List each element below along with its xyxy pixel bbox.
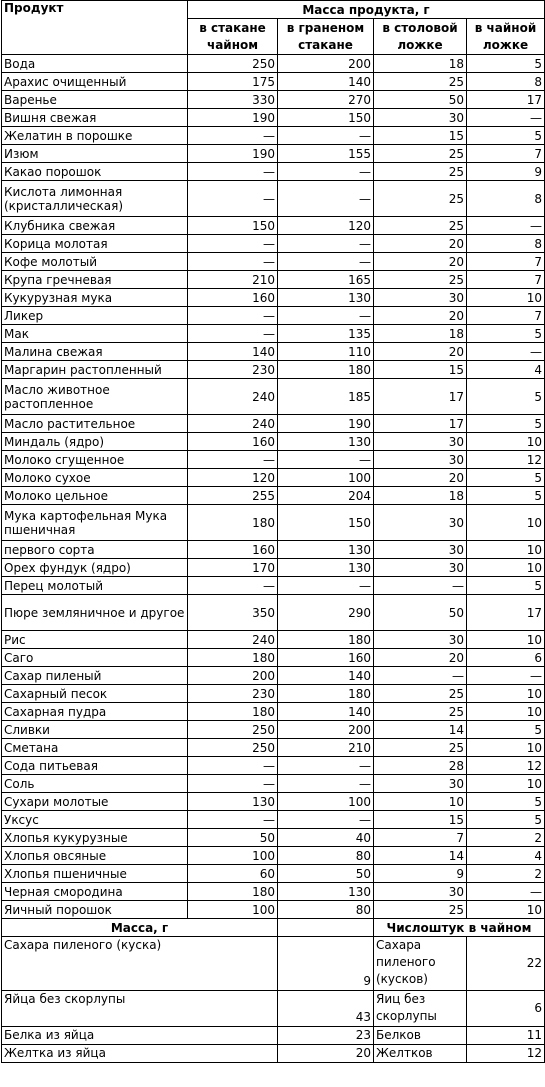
mass-value-cell: 7 <box>467 307 545 325</box>
mass-value-cell: 10 <box>467 505 545 541</box>
mass-value-cell: 250 <box>188 739 278 757</box>
count-item-cell: Яиц без скорлупы <box>374 991 467 1027</box>
mass-value-cell: 100 <box>188 901 278 919</box>
mass-value-cell: 18 <box>374 325 467 343</box>
bottom-section <box>2 919 545 937</box>
product-name-cell: Сода питьевая <box>2 757 188 775</box>
bottom-row <box>2 1045 545 1063</box>
mass-value-cell: 180 <box>278 685 374 703</box>
product-name-cell: Саго <box>2 649 188 667</box>
mass-value-cell: — <box>188 811 278 829</box>
mass-value-cell: 130 <box>278 883 374 901</box>
mass-value-cell: 160 <box>278 649 374 667</box>
mass-value-cell: — <box>188 235 278 253</box>
mass-value-cell: 5 <box>467 577 545 595</box>
mass-value-cell: 10 <box>467 433 545 451</box>
product-column-header: Продукт <box>2 1 188 55</box>
mass-value-cell: 15 <box>374 811 467 829</box>
table-row <box>2 775 545 793</box>
mass-value-cell: 18 <box>374 55 467 73</box>
mass-value-cell: 14 <box>374 847 467 865</box>
mass-value-cell: 130 <box>188 793 278 811</box>
table-row <box>2 739 545 757</box>
column-header-teaspoon: в чайной ложке <box>467 19 545 55</box>
mass-value-cell: 25 <box>374 271 467 289</box>
mass-value-cell: 20 <box>374 649 467 667</box>
mass-value-cell: — <box>467 667 545 685</box>
mass-value-cell: 5 <box>467 469 545 487</box>
mass-value-cell: 5 <box>467 793 545 811</box>
mass-value-cell: 20 <box>374 343 467 361</box>
mass-value-cell: — <box>188 307 278 325</box>
mass-value-cell: 240 <box>188 631 278 649</box>
mass-value-cell: 130 <box>278 541 374 559</box>
mass-value-cell: 4 <box>467 361 545 379</box>
mass-value-cell: 50 <box>278 865 374 883</box>
mass-value-cell: 15 <box>374 127 467 145</box>
mass-value-cell: 180 <box>188 703 278 721</box>
mass-value-cell: 10 <box>467 559 545 577</box>
product-name-cell: Корица молотая <box>2 235 188 253</box>
mass-value-cell: 60 <box>188 865 278 883</box>
mass-value-cell: 25 <box>374 703 467 721</box>
mass-value-cell: 25 <box>374 163 467 181</box>
count-item-cell: Сахара пиленого (кусков) <box>374 937 467 991</box>
mass-value-cell: 8 <box>467 73 545 91</box>
mass-value-cell: 240 <box>188 379 278 415</box>
mass-value-cell: 20 <box>374 307 467 325</box>
mass-value-cell: — <box>188 181 278 217</box>
table-row <box>2 847 545 865</box>
mass-value-cell: 10 <box>467 901 545 919</box>
table-row <box>2 469 545 487</box>
mass-value-cell: 50 <box>188 829 278 847</box>
mass-value-cell: 17 <box>467 595 545 631</box>
mass-value-cell: 5 <box>467 415 545 433</box>
mass-value-cell: — <box>374 577 467 595</box>
mass-value-cell: 9 <box>467 163 545 181</box>
product-name-cell: Кофе молотый <box>2 253 188 271</box>
mass-value-cell: — <box>278 811 374 829</box>
product-name-cell: Яичный порошок <box>2 901 188 919</box>
table-row <box>2 343 545 361</box>
product-name-cell: Молоко цельное <box>2 487 188 505</box>
mass-value-cell: 80 <box>278 901 374 919</box>
mass-value-cell: 30 <box>374 433 467 451</box>
mass-value-cell: 204 <box>278 487 374 505</box>
mass-value-cell: 330 <box>188 91 278 109</box>
mass-value-cell: 30 <box>374 631 467 649</box>
product-name-cell: Масло животное растопленное <box>2 379 188 415</box>
mass-value-cell: 4 <box>467 847 545 865</box>
product-name-cell: Соль <box>2 775 188 793</box>
mass-value-cell: 100 <box>278 469 374 487</box>
product-name-cell: Желатин в порошке <box>2 127 188 145</box>
table-row <box>2 631 545 649</box>
table-row <box>2 235 545 253</box>
table-row <box>2 181 545 217</box>
product-name-cell: Хлопья кукурузные <box>2 829 188 847</box>
column-header-tea-glass: в стакане чайном <box>188 19 278 55</box>
count-item-value: 22 <box>467 937 545 991</box>
mass-item-cell: Сахара пиленого (куска) <box>2 937 278 991</box>
table-row <box>2 379 545 415</box>
mass-value-cell: 230 <box>188 685 278 703</box>
mass-value-cell: 200 <box>188 667 278 685</box>
mass-item-cell: Белка из яйца <box>2 1027 278 1045</box>
product-name-cell: Рис <box>2 631 188 649</box>
mass-value-cell: 30 <box>374 289 467 307</box>
product-name-cell: Хлопья овсяные <box>2 847 188 865</box>
mass-value-cell: 20 <box>374 235 467 253</box>
mass-value-cell: 240 <box>188 415 278 433</box>
table-row <box>2 595 545 631</box>
product-name-cell: Ликер <box>2 307 188 325</box>
mass-value-cell: 150 <box>188 217 278 235</box>
mass-item-value: 23 <box>278 1027 374 1045</box>
mass-value-cell: — <box>188 451 278 469</box>
table-row <box>2 289 545 307</box>
mass-value-cell: 140 <box>278 703 374 721</box>
product-name-cell: Молоко сухое <box>2 469 188 487</box>
mass-value-cell: 8 <box>467 235 545 253</box>
product-name-cell: Перец молотый <box>2 577 188 595</box>
mass-value-cell: 50 <box>374 91 467 109</box>
mass-value-cell: 160 <box>188 289 278 307</box>
bottom-row <box>2 991 545 1027</box>
mass-value-cell: 140 <box>278 667 374 685</box>
mass-value-cell: — <box>278 757 374 775</box>
mass-value-cell: 100 <box>278 793 374 811</box>
mass-value-cell: 180 <box>188 883 278 901</box>
product-name-cell: Мак <box>2 325 188 343</box>
table-row <box>2 271 545 289</box>
table-row <box>2 811 545 829</box>
mass-value-cell: 5 <box>467 127 545 145</box>
product-name-cell: первого сорта <box>2 541 188 559</box>
table-row <box>2 307 545 325</box>
mass-value-cell: 120 <box>188 469 278 487</box>
mass-value-cell: 180 <box>188 505 278 541</box>
mass-value-cell: 100 <box>188 847 278 865</box>
table-row <box>2 325 545 343</box>
mass-value-cell: 10 <box>467 739 545 757</box>
product-name-cell: Пюре земляничное и другое <box>2 595 188 631</box>
mass-value-cell: 10 <box>467 703 545 721</box>
mass-value-cell: 30 <box>374 559 467 577</box>
mass-value-cell: 110 <box>278 343 374 361</box>
mass-value-cell: 15 <box>374 361 467 379</box>
mass-value-cell: — <box>467 217 545 235</box>
mass-value-cell: 190 <box>278 415 374 433</box>
product-name-cell: Какао порошок <box>2 163 188 181</box>
mass-value-cell: 25 <box>374 181 467 217</box>
mass-item-cell: Желтка из яйца <box>2 1045 278 1063</box>
product-name-cell: Хлопья пшеничные <box>2 865 188 883</box>
table-row <box>2 451 545 469</box>
count-item-cell: Желтков <box>374 1045 467 1063</box>
mass-value-cell: 7 <box>467 253 545 271</box>
table-row <box>2 865 545 883</box>
mass-value-cell: 130 <box>278 559 374 577</box>
mass-value-cell: — <box>467 343 545 361</box>
mass-value-cell: 20 <box>374 253 467 271</box>
mass-value-cell: 30 <box>374 505 467 541</box>
mass-value-cell: — <box>278 163 374 181</box>
mass-value-cell: — <box>278 181 374 217</box>
mass-value-cell: 255 <box>188 487 278 505</box>
table-row <box>2 505 545 541</box>
mass-value-cell: 175 <box>188 73 278 91</box>
mass-header: Масса, г <box>2 919 278 937</box>
table-row <box>2 145 545 163</box>
mass-value-cell: 5 <box>467 325 545 343</box>
mass-value-cell: 12 <box>467 757 545 775</box>
table-row <box>2 559 545 577</box>
mass-value-cell: 120 <box>278 217 374 235</box>
mass-value-cell: 80 <box>278 847 374 865</box>
table-row <box>2 415 545 433</box>
mass-item-value: 43 <box>278 991 374 1027</box>
column-header-faceted-glass: в граненом стакане <box>278 19 374 55</box>
mass-value-cell: — <box>278 577 374 595</box>
mass-value-cell: 50 <box>374 595 467 631</box>
table-row <box>2 883 545 901</box>
mass-value-cell: 210 <box>188 271 278 289</box>
mass-value-cell: — <box>188 775 278 793</box>
product-name-cell: Сливки <box>2 721 188 739</box>
count-item-value: 11 <box>467 1027 545 1045</box>
product-name-cell: Варенье <box>2 91 188 109</box>
mass-item-value: 9 <box>278 937 374 991</box>
mass-value-cell: — <box>278 451 374 469</box>
mass-group-header: Масса продукта, г <box>188 1 545 19</box>
mass-value-cell: 200 <box>278 721 374 739</box>
product-name-cell: Черная смородина <box>2 883 188 901</box>
mass-value-cell: — <box>374 667 467 685</box>
mass-value-cell: 28 <box>374 757 467 775</box>
mass-value-cell: 200 <box>278 55 374 73</box>
mass-value-cell: — <box>278 775 374 793</box>
mass-value-cell: 25 <box>374 685 467 703</box>
product-name-cell: Изюм <box>2 145 188 163</box>
mass-value-cell: — <box>278 253 374 271</box>
mass-value-cell: 290 <box>278 595 374 631</box>
mass-value-cell: — <box>278 127 374 145</box>
mass-value-cell: — <box>188 577 278 595</box>
products-body <box>2 55 545 919</box>
product-name-cell: Кислота лимонная (кристаллическая) <box>2 181 188 217</box>
mass-value-cell: 350 <box>188 595 278 631</box>
mass-value-cell: 7 <box>467 145 545 163</box>
mass-value-cell: 130 <box>278 289 374 307</box>
mass-value-cell: 140 <box>188 343 278 361</box>
table-row <box>2 577 545 595</box>
table-row <box>2 73 545 91</box>
table-row <box>2 253 545 271</box>
product-name-cell: Сухари молотые <box>2 793 188 811</box>
mass-value-cell: 7 <box>467 271 545 289</box>
table-row <box>2 91 545 109</box>
table-row <box>2 127 545 145</box>
product-name-cell: Арахис очищенный <box>2 73 188 91</box>
mass-value-cell: 5 <box>467 811 545 829</box>
product-name-cell: Мука картофельная Мука пшеничная <box>2 505 188 541</box>
product-name-cell: Сахарная пудра <box>2 703 188 721</box>
mass-value-cell: 30 <box>374 451 467 469</box>
mass-value-cell: 5 <box>467 487 545 505</box>
table-row <box>2 163 545 181</box>
mass-value-cell: 12 <box>467 451 545 469</box>
mass-value-cell: 180 <box>188 649 278 667</box>
mass-value-cell: 30 <box>374 883 467 901</box>
mass-value-cell: — <box>188 127 278 145</box>
mass-value-cell: 150 <box>278 505 374 541</box>
mass-value-cell: 25 <box>374 901 467 919</box>
mass-value-cell: 165 <box>278 271 374 289</box>
mass-value-cell: 20 <box>374 469 467 487</box>
table-row <box>2 793 545 811</box>
count-item-value: 6 <box>467 991 545 1027</box>
food-measures-table <box>1 0 545 1063</box>
product-name-cell: Миндаль (ядро) <box>2 433 188 451</box>
mass-value-cell: — <box>188 253 278 271</box>
mass-value-cell: 160 <box>188 433 278 451</box>
mass-value-cell: 230 <box>188 361 278 379</box>
mass-value-cell: 155 <box>278 145 374 163</box>
mass-value-cell: 5 <box>467 721 545 739</box>
mass-value-cell: 17 <box>467 91 545 109</box>
mass-value-cell: 190 <box>188 145 278 163</box>
product-name-cell: Клубника свежая <box>2 217 188 235</box>
mass-value-cell: 10 <box>467 775 545 793</box>
product-name-cell: Сметана <box>2 739 188 757</box>
mass-value-cell: 8 <box>467 181 545 217</box>
count-item-value: 12 <box>467 1045 545 1063</box>
mass-value-cell: — <box>188 757 278 775</box>
mass-item-value: 20 <box>278 1045 374 1063</box>
table-row <box>2 703 545 721</box>
mass-value-cell: 130 <box>278 433 374 451</box>
mass-value-cell: 150 <box>278 109 374 127</box>
product-name-cell: Уксус <box>2 811 188 829</box>
product-name-cell: Вода <box>2 55 188 73</box>
mass-value-cell: 10 <box>467 685 545 703</box>
product-name-cell: Сахар пиленый <box>2 667 188 685</box>
bottom-header-gap <box>278 919 374 937</box>
mass-value-cell: 25 <box>374 217 467 235</box>
mass-value-cell: 17 <box>374 379 467 415</box>
mass-value-cell: 7 <box>374 829 467 847</box>
mass-value-cell: 25 <box>374 73 467 91</box>
mass-value-cell: 2 <box>467 829 545 847</box>
table-row <box>2 361 545 379</box>
product-name-cell: Кукурузная мука <box>2 289 188 307</box>
table-row <box>2 649 545 667</box>
mass-value-cell: — <box>188 163 278 181</box>
product-name-cell: Крупа гречневая <box>2 271 188 289</box>
table-row <box>2 217 545 235</box>
mass-value-cell: 5 <box>467 379 545 415</box>
product-name-cell: Орех фундук (ядро) <box>2 559 188 577</box>
mass-value-cell: 10 <box>374 793 467 811</box>
mass-value-cell: 25 <box>374 145 467 163</box>
bottom-row <box>2 937 545 991</box>
table-row <box>2 829 545 847</box>
mass-value-cell: 210 <box>278 739 374 757</box>
product-name-cell: Малина свежая <box>2 343 188 361</box>
product-name-cell: Масло растительное <box>2 415 188 433</box>
bottom-row <box>2 1027 545 1045</box>
product-name-cell: Маргарин растопленный <box>2 361 188 379</box>
product-name-cell: Вишня свежая <box>2 109 188 127</box>
mass-value-cell: 170 <box>188 559 278 577</box>
table-row <box>2 433 545 451</box>
count-item-cell: Белков <box>374 1027 467 1045</box>
mass-value-cell: 6 <box>467 649 545 667</box>
mass-value-cell: 17 <box>374 415 467 433</box>
table-row <box>2 757 545 775</box>
product-name-cell: Сахарный песок <box>2 685 188 703</box>
table-row <box>2 901 545 919</box>
column-header-tablespoon: в столовой ложке <box>374 19 467 55</box>
product-name-cell: Молоко сгущенное <box>2 451 188 469</box>
table-row <box>2 685 545 703</box>
table-row <box>2 55 545 73</box>
mass-value-cell: 160 <box>188 541 278 559</box>
table-row <box>2 667 545 685</box>
mass-value-cell: 5 <box>467 55 545 73</box>
mass-value-cell: 185 <box>278 379 374 415</box>
mass-value-cell: — <box>467 109 545 127</box>
mass-value-cell: — <box>467 883 545 901</box>
mass-value-cell: 10 <box>467 289 545 307</box>
mass-value-cell: 9 <box>374 865 467 883</box>
table-row <box>2 487 545 505</box>
mass-value-cell: 180 <box>278 361 374 379</box>
mass-value-cell: — <box>188 325 278 343</box>
bottom-body <box>2 937 545 1063</box>
mass-value-cell: 14 <box>374 721 467 739</box>
count-header: Числоштук в чайном <box>374 919 545 937</box>
table-row <box>2 541 545 559</box>
mass-value-cell: 30 <box>374 775 467 793</box>
table-row <box>2 721 545 739</box>
mass-value-cell: 30 <box>374 109 467 127</box>
mass-value-cell: — <box>278 307 374 325</box>
mass-value-cell: 250 <box>188 721 278 739</box>
mass-value-cell: 25 <box>374 739 467 757</box>
mass-item-cell: Яйца без скорлупы <box>2 991 278 1027</box>
mass-value-cell: 10 <box>467 631 545 649</box>
table-row <box>2 109 545 127</box>
mass-value-cell: 40 <box>278 829 374 847</box>
mass-value-cell: 2 <box>467 865 545 883</box>
mass-value-cell: 135 <box>278 325 374 343</box>
mass-value-cell: 270 <box>278 91 374 109</box>
mass-value-cell: 10 <box>467 541 545 559</box>
mass-value-cell: 18 <box>374 487 467 505</box>
mass-value-cell: 30 <box>374 541 467 559</box>
mass-value-cell: 180 <box>278 631 374 649</box>
mass-value-cell: 190 <box>188 109 278 127</box>
mass-value-cell: — <box>278 235 374 253</box>
mass-value-cell: 140 <box>278 73 374 91</box>
mass-value-cell: 250 <box>188 55 278 73</box>
